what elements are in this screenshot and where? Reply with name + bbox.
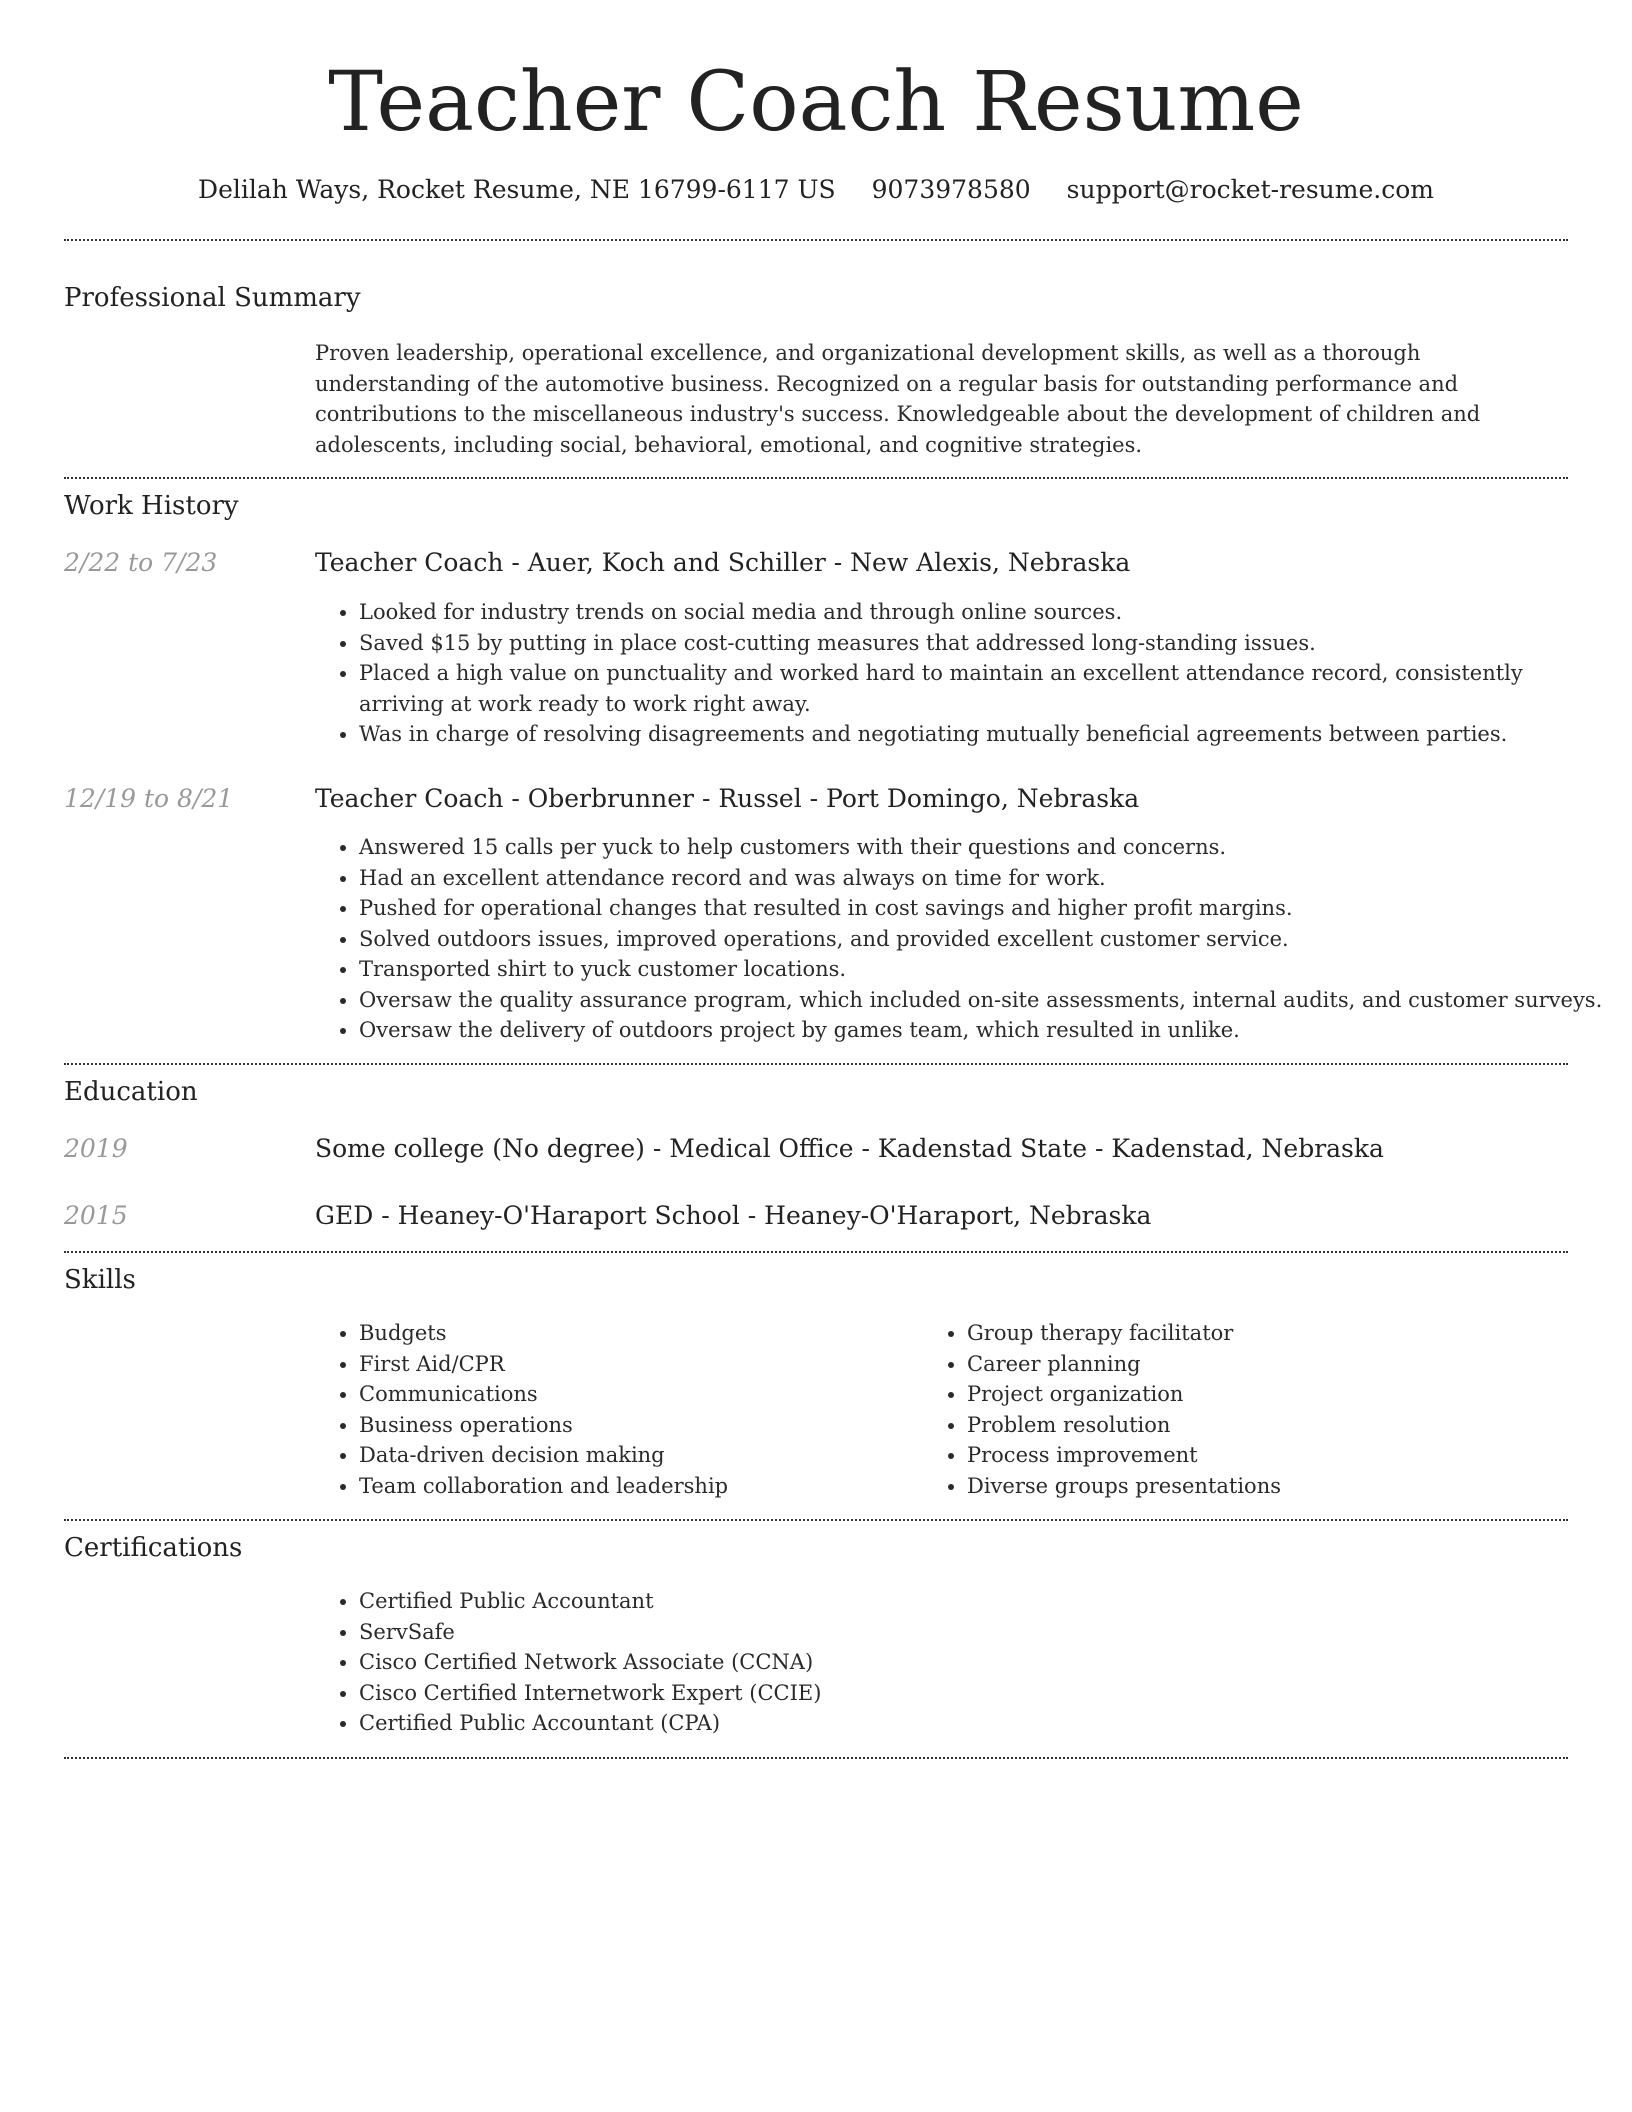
list-item: • Communications	[359, 1379, 949, 1410]
job-1-bullets	[315, 597, 1604, 750]
divider	[64, 239, 1568, 241]
divider	[64, 477, 1568, 479]
list-item: • Budgets	[359, 1318, 949, 1349]
job-1-dates: 2/22 to 7/23	[64, 548, 218, 577]
work-heading: Work History	[64, 491, 239, 521]
certifications-list	[315, 1586, 1604, 1739]
divider	[64, 1251, 1568, 1253]
list-item: • Cisco Certified Network Associate (CCNA)	[359, 1647, 1604, 1678]
contact-phone: 9073978580	[871, 175, 1031, 204]
list-item: • Pushed for operational changes that resulted in cost savings and higher profit margins.	[359, 893, 1604, 924]
list-item: • Placed a high value on punctuality and worked hard to maintain an excellent attendance record, consistently arriving at work ready to work right away.	[359, 658, 1604, 719]
list-item: • Problem resolution	[967, 1410, 1597, 1441]
contact-address: Delilah Ways, Rocket Resume, NE 16799-6117 US	[198, 175, 836, 204]
list-item: • First Aid/CPR	[359, 1349, 949, 1380]
skills-list-right	[923, 1318, 1597, 1501]
list-item: • Process improvement	[967, 1440, 1597, 1471]
list-item: • Was in charge of resolving disagreements and negotiating mutually beneficial agreements between parties.	[359, 719, 1604, 750]
education-1-text: Some college (No degree) - Medical Office - Kadenstad State - Kadenstad, Nebraska	[315, 1134, 1384, 1163]
divider	[64, 1757, 1568, 1759]
list-item: • Project organization	[967, 1379, 1597, 1410]
certifications-heading: Certifications	[64, 1533, 243, 1563]
list-item: • Data-driven decision making	[359, 1440, 949, 1471]
job-2-bullets	[315, 832, 1604, 1046]
list-item: • Saved $15 by putting in place cost-cutting measures that addressed long-standing issues.	[359, 628, 1604, 659]
list-item: • Solved outdoors issues, improved operations, and provided excellent customer service.	[359, 924, 1604, 955]
summary-heading: Professional Summary	[64, 283, 361, 313]
education-1-year: 2019	[64, 1134, 128, 1163]
list-item: • Diverse groups presentations	[967, 1471, 1597, 1502]
resume-title: Teacher Coach Resume	[328, 55, 1304, 150]
list-item: • Answered 15 calls per yuck to help customers with their questions and concerns.	[359, 832, 1604, 863]
education-2-text: GED - Heaney-O'Haraport School - Heaney-O'Haraport, Nebraska	[315, 1201, 1152, 1230]
list-item: • Oversaw the delivery of outdoors project by games team, which resulted in unlike.	[359, 1015, 1604, 1046]
list-item: • Looked for industry trends on social media and through online sources.	[359, 597, 1604, 628]
job-2-dates: 12/19 to 8/21	[64, 784, 234, 813]
list-item: • Business operations	[359, 1410, 949, 1441]
list-item: • Certified Public Accountant	[359, 1586, 1604, 1617]
skills-heading: Skills	[64, 1265, 136, 1295]
summary-text: Proven leadership, operational excellence, and organizational development skills, as well as a thorough understanding of the automotive business. Recognized on a regular basis for outstanding performance and contributions to the miscellaneous industry's success. Knowledgeable about the development of children and adolescents, including social, behavioral, emotional, and cognitive strategies.	[315, 341, 1481, 457]
contact-line	[0, 170, 1632, 210]
list-item: • Team collaboration and leadership	[359, 1471, 949, 1502]
contact-email[interactable]: support@rocket-resume.com	[1066, 175, 1434, 204]
education-heading: Education	[64, 1077, 198, 1107]
job-1-title: Teacher Coach - Auer, Koch and Schiller - New Alexis, Nebraska	[315, 548, 1131, 577]
education-2-year: 2015	[64, 1201, 128, 1230]
list-item: • Transported shirt to yuck customer locations.	[359, 954, 1604, 985]
list-item: • Certified Public Accountant (CPA)	[359, 1708, 1604, 1739]
list-item: • Group therapy facilitator	[967, 1318, 1597, 1349]
list-item: • Cisco Certified Internetwork Expert (CCIE)	[359, 1678, 1604, 1709]
list-item: • Career planning	[967, 1349, 1597, 1380]
divider	[64, 1519, 1568, 1521]
job-2-title: Teacher Coach - Oberbrunner - Russel - Port Domingo, Nebraska	[315, 784, 1140, 813]
list-item: • Oversaw the quality assurance program, which included on-site assessments, internal audits, and customer surveys.	[359, 985, 1604, 1016]
skills-list-left	[315, 1318, 949, 1501]
list-item: • Had an excellent attendance record and was always on time for work.	[359, 863, 1604, 894]
list-item: • ServSafe	[359, 1617, 1604, 1648]
divider	[64, 1063, 1568, 1065]
